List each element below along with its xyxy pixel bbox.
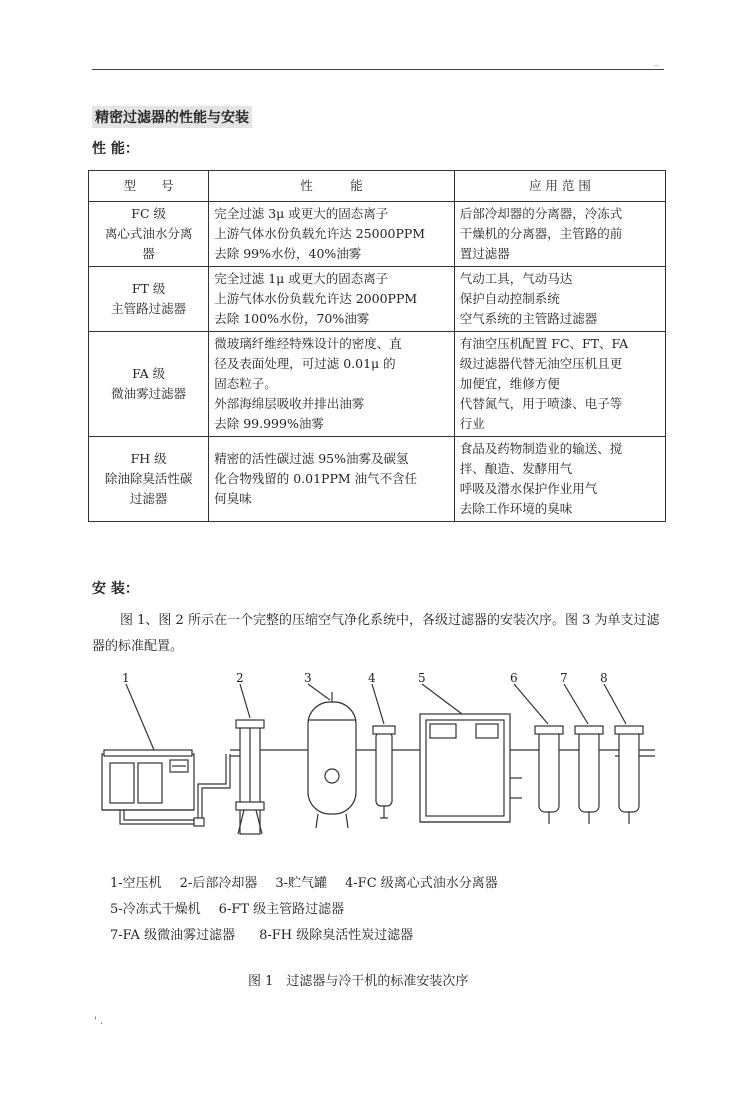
diagram-number: 7	[560, 671, 568, 685]
legend-item: 6-FT 级主管路过滤器	[218, 902, 345, 917]
diagram-number: 2	[236, 671, 244, 685]
performance-cell: 精密的活性碳过滤 95%油雾及碳氢 化合物残留的 0.01PPM 油气不含任 何臭味	[209, 437, 455, 522]
air-tank	[308, 692, 356, 828]
refrigerated-dryer	[420, 714, 522, 822]
legend-line	[110, 872, 498, 891]
table-row	[89, 202, 666, 267]
diagram-number: 6	[510, 671, 518, 685]
performance-cell: 完全过滤 3μ 或更大的固态离子 上游气体水份负载允许达 25000PPM 去除 99%水份，40%油雾	[209, 202, 455, 267]
application-cell: 有油空压机配置 FC、FT、FA 级过滤器代替无油空压机且更 加便宜，维修方便 代替氮气，用于喷漆、电子等 行业	[454, 332, 665, 437]
header-rule	[92, 69, 664, 70]
installation-diagram	[90, 668, 670, 838]
table-row	[89, 332, 666, 437]
performance-label: 性 能：	[92, 141, 139, 157]
performance-cell: 完全过滤 1μ 或更大的固态离子 上游气体水份负载允许达 2000PPM 去除 100%水份，70%油雾	[209, 267, 455, 332]
footer-dots: ' .	[94, 1016, 104, 1027]
section-title: 精密过滤器的性能与安装	[92, 106, 252, 128]
column-header: 应 用 范 围	[454, 171, 665, 202]
legend-item: 8-FH 级除臭活性炭过滤器	[259, 928, 414, 943]
fc-separator	[373, 726, 395, 818]
aftercooler	[236, 720, 264, 834]
install-label: 安 装：	[92, 581, 139, 597]
spec-table	[88, 170, 666, 522]
fa-filter	[575, 726, 603, 824]
legend-item: 4-FC 级离心式油水分离器	[345, 876, 498, 891]
valve	[194, 818, 204, 826]
table-row	[89, 437, 666, 522]
diagram-number: 8	[600, 671, 608, 685]
column-header: 性 能	[209, 171, 455, 202]
diagram-number: 4	[368, 671, 376, 685]
performance-cell: 微玻璃纤维经特殊设计的密度、直 径及表面处理，可过滤 0.01μ 的 固态粒子。 外部海绵层吸收并排出油雾 去除 99.999%油雾	[209, 332, 455, 437]
legend-line	[110, 898, 344, 917]
application-cell: 后部冷却器的分离器，冷冻式 干燥机的分离器，主管路的前 置过滤器	[454, 202, 665, 267]
application-cell: 食品及药物制造业的输送、搅 拌、酿造、发酵用气 呼吸及潜水保护作业用气 去除工作环境的臭味	[454, 437, 665, 522]
column-header: 型 号	[89, 171, 209, 202]
install-paragraph: 图 1、图 2 所示在一个完整的压缩空气净化系统中，各级过滤器的安装次序。图 3 为单支过滤器的标准配置。	[92, 613, 660, 654]
model-cell: FA 级 微油雾过滤器	[89, 332, 209, 437]
legend-item: 7-FA 级微油雾过滤器	[110, 928, 236, 943]
ft-filter	[535, 726, 563, 824]
diagram-number: 3	[304, 671, 312, 685]
model-cell: FC 级 离心式油水分离 器	[89, 202, 209, 267]
legend-item: 5-冷冻式干燥机	[110, 902, 201, 917]
legend-item: 3-贮气罐	[275, 876, 328, 891]
model-cell: FH 级 除油除臭活性碳 过滤器	[89, 437, 209, 522]
model-cell: FT 级 主管路过滤器	[89, 267, 209, 332]
diagram-number: 5	[418, 671, 426, 685]
fh-filter	[615, 726, 643, 824]
legend-line	[110, 924, 413, 943]
figure-caption: 图 1 过滤器与冷干机的标准安装次序	[248, 974, 469, 989]
diagram-numbers	[122, 671, 608, 685]
table-header-row	[89, 171, 666, 202]
table-row	[89, 267, 666, 332]
legend-item: 1-空压机	[110, 876, 162, 891]
header-dots: ..	[654, 60, 659, 68]
diagram-number: 1	[122, 671, 130, 685]
legend-item: 2-后部冷却器	[179, 876, 258, 891]
air-compressor	[102, 750, 194, 810]
application-cell: 气动工具，气动马达 保护自动控制系统 空气系统的主管路过滤器	[454, 267, 665, 332]
